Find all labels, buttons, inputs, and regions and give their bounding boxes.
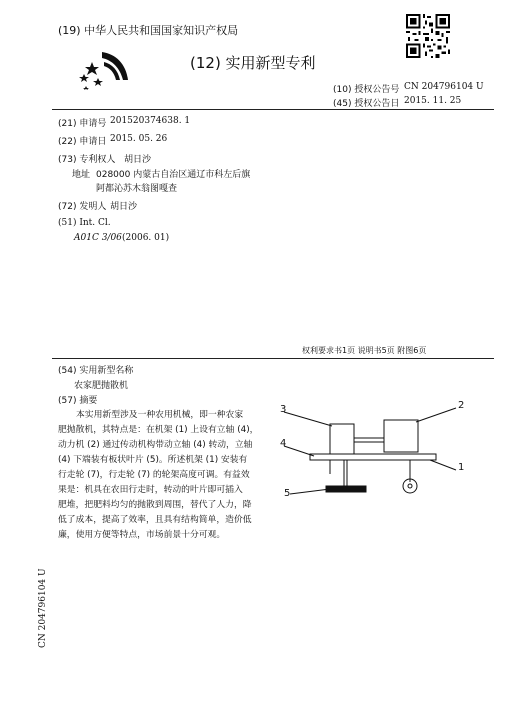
app-date: 2015. 05. 26 [110, 134, 168, 144]
abstract-line: 动力机 (2) 通过传动机构带动立轴 (4) 转动，立轴 [58, 440, 253, 450]
app-date-label: (22) 申请日 [58, 137, 107, 147]
abstract-line: 廉，使用方便等特点，市场前景十分可观。 [58, 530, 226, 540]
abstract-label: (57) 摘要 [58, 396, 98, 406]
inventor: 胡日沙 [110, 202, 138, 212]
patentee-label: (73) 专利权人 [58, 155, 116, 165]
abstract-line: 本实用新型涉及一种农用机械，即一种农家 [76, 410, 244, 420]
abstract-line: (4) 下端装有板状叶片 (5)。所述机架 (1) 安装有 [58, 455, 248, 465]
abstract-line: 低了成本，提高了效率，且具有结构简单，造价低 [58, 515, 252, 525]
figure-label: 1 [458, 462, 465, 473]
cnipa-logo [76, 46, 136, 90]
figure-label: 3 [280, 404, 287, 415]
patentee: 胡日沙 [124, 155, 152, 165]
section-rule [52, 358, 494, 359]
app-no: 201520374638. 1 [110, 116, 191, 126]
pub-no: CN 204796104 U [404, 82, 484, 92]
header-rule [52, 109, 494, 110]
qr-code-icon [406, 14, 450, 58]
side-publication-number: CN 204796104 U [38, 568, 48, 648]
figure-label: 4 [280, 438, 287, 449]
page-counts: 权利要求书1页 说明书5页 附图6页 [302, 346, 427, 355]
abstract-line: 肥堆，把肥料均匀的抛散到周围，替代了人力，降 [58, 500, 252, 510]
figure-label: 2 [458, 400, 465, 411]
pub-no-label: (10) 授权公告号 [333, 85, 400, 95]
figure-label: 5 [284, 488, 291, 499]
abstract-line: 果是：机具在农田行走时，转动的叶片即可插入 [58, 485, 243, 495]
abstract-line: 肥抛散机，其特点是：在机架 (1) 上设有立轴 (4)， [58, 425, 259, 435]
app-no-label: (21) 申请号 [58, 119, 107, 129]
intcl-code: A01C 3/06 [74, 233, 122, 243]
abstract-line: 行走轮 (7)，行走轮 (7) 的轮架高度可调。有益效 [58, 470, 250, 480]
pub-date-label: (45) 授权公告日 [333, 99, 400, 109]
title-label: (54) 实用新型名称 [58, 366, 134, 376]
pub-date: 2015. 11. 25 [404, 96, 462, 106]
machine-drawing [270, 398, 470, 510]
utility-model-title: 农家肥抛散机 [74, 381, 129, 391]
document-type: (12) 实用新型专利 [190, 54, 316, 72]
office-name: (19) 中华人民共和国国家知识产权局 [58, 24, 239, 37]
inventor-label: (72) 发明人 [58, 202, 107, 212]
intcl-date: (2006. 01) [122, 233, 170, 243]
intcl-label: (51) Int. Cl. [58, 218, 111, 228]
abstract-body [58, 408, 258, 543]
address-line-1: 028000 内蒙古自治区通辽市科左后旗 [96, 170, 251, 180]
address-line-2: 阿都沁苏木翁图嘎查 [96, 184, 178, 194]
address-label: 地址 [72, 170, 91, 180]
